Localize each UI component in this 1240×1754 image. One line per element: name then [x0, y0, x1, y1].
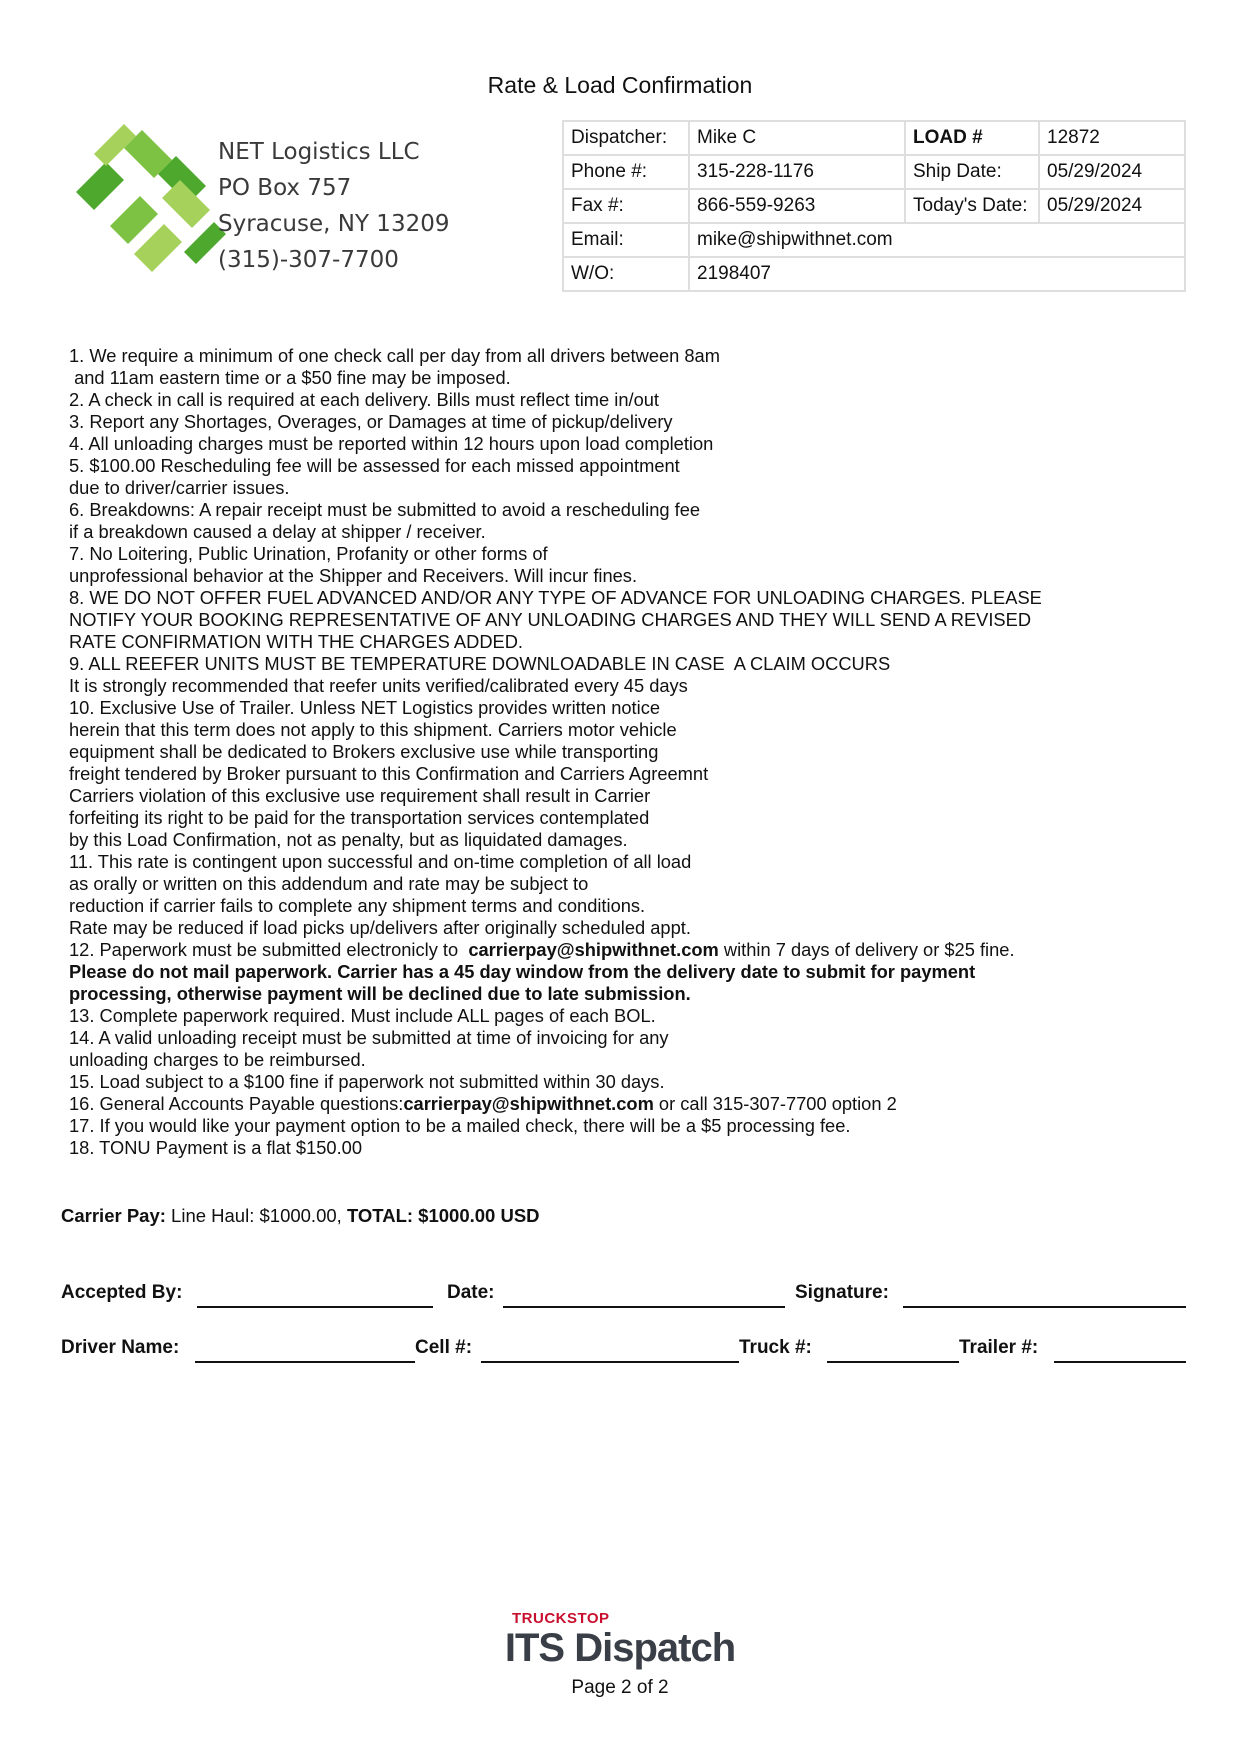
truckstop-label: TRUCKSTOP [512, 1610, 610, 1627]
total-amount: TOTAL: $1000.00 USD [346, 1205, 540, 1226]
terms-line [69, 873, 1189, 895]
date-field[interactable] [503, 1306, 785, 1308]
terms-text: 13. Complete paperwork required. Must include ALL pages of each BOL. [69, 1005, 656, 1026]
terms-text: 14. A valid unloading receipt must be submitted at time of invoicing for any [69, 1027, 669, 1048]
terms-line [69, 631, 1189, 653]
phone-value: 315-228-1176 [689, 155, 905, 189]
terms-text: 18. TONU Payment is a flat $150.00 [69, 1137, 362, 1158]
company-phone: (315)-307-7700 [218, 247, 399, 273]
terms-line [69, 367, 1189, 389]
terms-line [69, 433, 1189, 455]
todays-date-value: 05/29/2024 [1039, 189, 1185, 223]
terms-text: processing, otherwise payment will be declined due to late submission. [69, 983, 691, 1004]
terms-line [69, 587, 1189, 609]
document-title: Rate & Load Confirmation [487, 72, 753, 98]
terms-text: and 11am eastern time or a $50 fine may be imposed. [69, 367, 511, 388]
terms-line [69, 1093, 1189, 1115]
load-value: 12872 [1039, 121, 1185, 155]
terms-line [69, 1071, 1189, 1093]
its-dispatch-logo: ITS Dispatch [504, 1626, 736, 1670]
terms-text: herein that this term does not apply to this shipment. Carriers motor vehicle [69, 719, 677, 740]
terms-line [69, 1115, 1189, 1137]
terms-text: forfeiting its right to be paid for the transportation services contemplated [69, 807, 650, 828]
terms-text: 16. General Accounts Payable questions: [69, 1093, 404, 1114]
page-number: Page 2 of 2 [571, 1677, 669, 1698]
driver-name-label: Driver Name: [61, 1337, 180, 1358]
dispatcher-value: Mike C [689, 121, 905, 155]
driver-name-field[interactable] [195, 1361, 415, 1363]
email-label: Email: [563, 223, 689, 257]
terms-text: if a breakdown caused a delay at shipper / receiver. [69, 521, 486, 542]
terms-text: due to driver/carrier issues. [69, 477, 290, 498]
terms-line [69, 895, 1189, 917]
terms-line [69, 719, 1189, 741]
terms-text: 1. We require a minimum of one check call per day from all drivers between 8am [69, 345, 720, 366]
terms-line [69, 565, 1189, 587]
terms-text: as orally or written on this addendum and rate may be subject to [69, 873, 589, 894]
terms-line [69, 807, 1189, 829]
terms-text: Please do not mail paperwork. Carrier has a 45 day window from the delivery date to submit for payment [69, 961, 976, 982]
line-haul: Line Haul: $1000.00, [165, 1205, 347, 1226]
terms-line [69, 499, 1189, 521]
ship-date-label: Ship Date: [905, 155, 1039, 189]
terms-line [69, 477, 1189, 499]
date-label: Date: [447, 1282, 495, 1303]
terms-text: NOTIFY YOUR BOOKING REPRESENTATIVE OF ANY UNLOADING CHARGES AND THEY WILL SEND A REVISED [69, 609, 1032, 630]
company-address [218, 134, 449, 278]
terms-text: 9. ALL REEFER UNITS MUST BE TEMPERATURE DOWNLOADABLE IN CASE A CLAIM OCCURS [69, 653, 891, 674]
terms-line [69, 455, 1189, 477]
terms-text: unprofessional behavior at the Shipper and Receivers. Will incur fines. [69, 565, 638, 586]
carrier-pay-label: Carrier Pay: [61, 1205, 166, 1226]
terms-text: freight tendered by Broker pursuant to this Confirmation and Carriers Agreemnt [69, 763, 709, 784]
todays-date-label: Today's Date: [905, 189, 1039, 223]
email-value[interactable]: mike@shipwithnet.com [689, 223, 1185, 257]
terms-text: 12. Paperwork must be submitted electronicly to [69, 939, 469, 960]
terms-text: Rate may be reduced if load picks up/delivers after originally scheduled appt. [69, 917, 691, 938]
terms-line [69, 411, 1189, 433]
load-info-table [562, 120, 1186, 292]
trailer-label: Trailer #: [959, 1337, 1039, 1358]
terms-text: 15. Load subject to a $100 fine if paperwork not submitted within 30 days. [69, 1071, 665, 1092]
terms-text: 4. All unloading charges must be reported within 12 hours upon load completion [69, 433, 714, 454]
truck-field[interactable] [827, 1361, 959, 1363]
company-city: Syracuse, NY 13209 [218, 211, 450, 237]
terms-line [69, 521, 1189, 543]
terms-line [69, 741, 1189, 763]
carrier-pay [61, 1205, 540, 1227]
terms-line [69, 697, 1189, 719]
terms-text: by this Load Confirmation, not as penalty, but as liquidated damages. [69, 829, 628, 850]
accepted-by-label: Accepted By: [61, 1282, 183, 1303]
dispatcher-label: Dispatcher: [563, 121, 689, 155]
terms-text: 10. Exclusive Use of Trailer. Unless NET Logistics provides written notice [69, 697, 660, 718]
terms-text: or call 315-307-7700 option 2 [653, 1093, 897, 1114]
terms-text: reduction if carrier fails to complete any shipment terms and conditions. [69, 895, 646, 916]
terms-text: 5. $100.00 Rescheduling fee will be assessed for each missed appointment [69, 455, 680, 476]
terms-text: equipment shall be dedicated to Brokers exclusive use while transporting [69, 741, 659, 762]
company-logo [64, 120, 244, 280]
terms-line [69, 1049, 1189, 1071]
terms-line [69, 1005, 1189, 1027]
terms-line [69, 939, 1189, 961]
terms-text: 8. WE DO NOT OFFER FUEL ADVANCED AND/OR ANY TYPE OF ADVANCE FOR UNLOADING CHARGES. PLEASE [69, 587, 1042, 608]
terms-line [69, 543, 1189, 565]
truck-label: Truck #: [739, 1337, 812, 1358]
terms-text: within 7 days of delivery or $25 fine. [718, 939, 1015, 960]
terms-text: RATE CONFIRMATION WITH THE CHARGES ADDED. [69, 631, 524, 652]
terms-line [69, 609, 1189, 631]
terms-line [69, 1027, 1189, 1049]
load-label: LOAD # [905, 121, 1039, 155]
terms-line [69, 917, 1189, 939]
terms-text: 7. No Loitering, Public Urination, Profanity or other forms of [69, 543, 548, 564]
terms-text: 6. Breakdowns: A repair receipt must be submitted to avoid a rescheduling fee [69, 499, 701, 520]
phone-label: Phone #: [563, 155, 689, 189]
signature-label: Signature: [795, 1282, 889, 1303]
terms-text: 2. A check in call is required at each delivery. Bills must reflect time in/out [69, 389, 659, 410]
terms-line [69, 675, 1189, 697]
terms-line [69, 851, 1189, 873]
accepted-by-field[interactable] [197, 1306, 433, 1308]
cell-label: Cell #: [415, 1337, 473, 1358]
terms-text: It is strongly recommended that reefer units verified/calibrated every 45 days [69, 675, 688, 696]
terms-line [69, 763, 1189, 785]
terms-line [69, 983, 1189, 1005]
cell-field[interactable] [481, 1361, 739, 1363]
trailer-field[interactable] [1054, 1361, 1186, 1363]
terms-text: 17. If you would like your payment option to be a mailed check, there will be a $5 processing fee. [69, 1115, 851, 1136]
terms-text: unloading charges to be reimbursed. [69, 1049, 366, 1070]
terms-line [69, 1137, 1189, 1159]
ship-date-value: 05/29/2024 [1039, 155, 1185, 189]
terms-line [69, 345, 1189, 367]
signature-field[interactable] [903, 1306, 1186, 1308]
terms-line [69, 961, 1189, 983]
terms-line [69, 829, 1189, 851]
terms-line [69, 389, 1189, 411]
terms-line [69, 653, 1189, 675]
terms-text: 11. This rate is contingent upon successful and on-time completion of all load [69, 851, 692, 872]
fax-value: 866-559-9263 [689, 189, 905, 223]
wo-value: 2198407 [689, 257, 1185, 291]
wo-label: W/O: [563, 257, 689, 291]
terms-line [69, 785, 1189, 807]
company-po-box: PO Box 757 [218, 175, 352, 201]
terms-text: Carriers violation of this exclusive use requirement shall result in Carrier [69, 785, 651, 806]
fax-label: Fax #: [563, 189, 689, 223]
terms-list [69, 345, 1189, 1159]
terms-text: 3. Report any Shortages, Overages, or Damages at time of pickup/delivery [69, 411, 673, 432]
terms-text: carrierpay@shipwithnet.com [468, 939, 719, 960]
company-name: NET Logistics LLC [218, 139, 420, 165]
terms-text: carrierpay@shipwithnet.com [403, 1093, 654, 1114]
